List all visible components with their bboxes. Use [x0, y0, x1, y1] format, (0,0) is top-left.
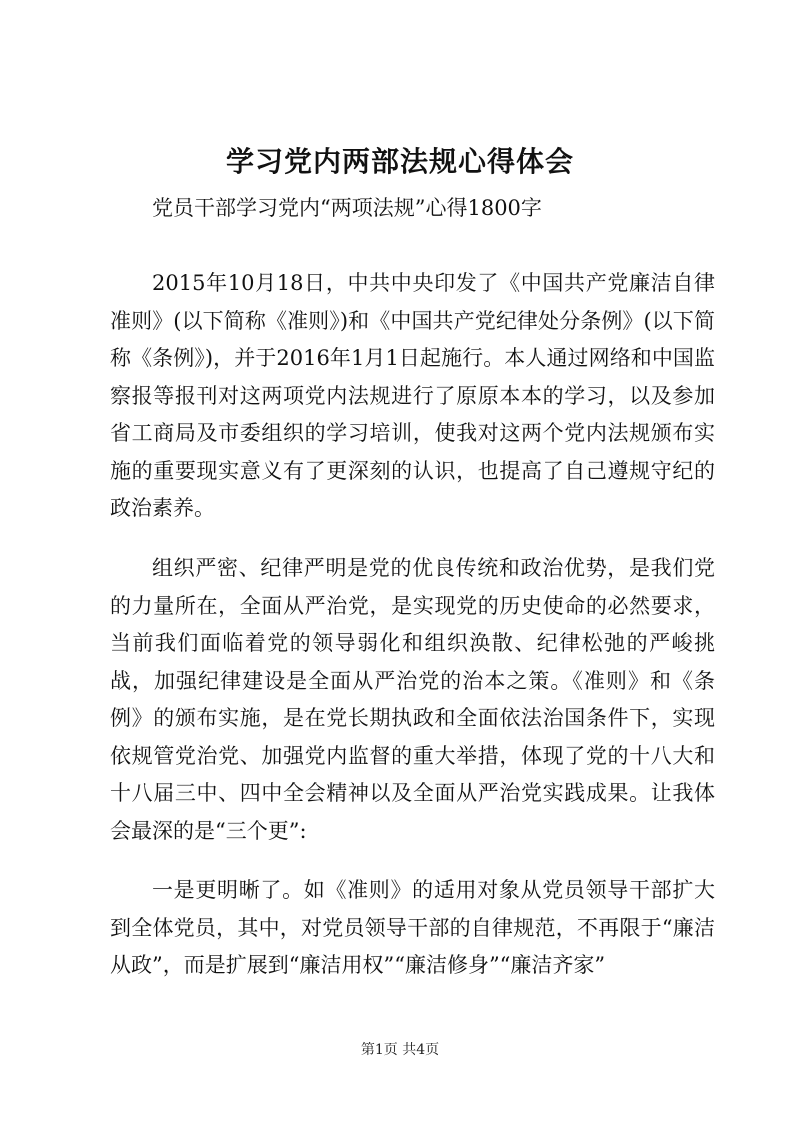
paragraph-3: 一是更明晰了。如《准则》的适用对象从党员领导干部扩大到全体党员，其中，对党员领导干部的自律规范，不再限于“廉洁从政”，而是扩展到“廉洁用权”“廉洁修身”“廉洁齐家” [110, 878, 715, 977]
document-title: 学习党内两部法规心得体会 [225, 145, 574, 178]
page-footer: 第1页 共4页 [360, 1042, 440, 1058]
paragraph-1: 2015年10月18日，中共中央印发了《中国共产党廉洁自律准则》(以下简称《准则》)和《中国共产党纪律处分条例》(以下简称《条例》)，并于2016年1月1日起施行。本人通过网络和中国监察报等报刊对这两项党内法规进行了原原本本的学习，以及参加省工商局及市委组织的学习培训，使我对这两个党内法规颁布实施的重要现实意义有了更深刻的认识，也提高了自己遵规守纪的政治素养。 [110, 271, 715, 520]
document-subtitle: 党员干部学习党内“两项法规”心得1800字 [152, 196, 542, 220]
paragraph-2: 组织严密、纪律严明是党的优良传统和政治优势，是我们党的力量所在，全面从严治党，是实现党的历史使命的必然要求，当前我们面临着党的领导弱化和组织涣散、纪律松弛的严峻挑战，加强纪律建设是全面从严治党的治本之策。《准则》和《条例》的颁布实施，是在党长期执政和全面依法治国条件下，实现依规管党治党、加强党内监督的重大举措，体现了党的十八大和十八届三中、四中全会精神以及全面从严治党实践成果。让我体会最深的是“三个更”: [110, 556, 715, 843]
